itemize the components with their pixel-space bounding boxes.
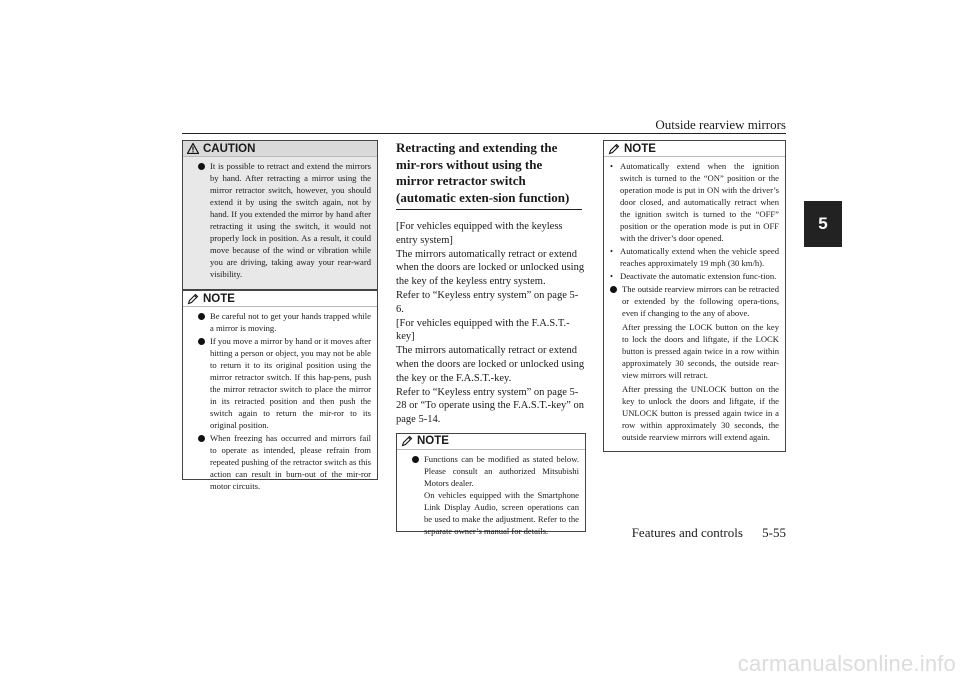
note-box-2 [396, 433, 586, 536]
section-title: Retracting and extending the mir-rors without using the mirror retractor switch (automatic exten-sion function) [396, 140, 582, 210]
caution-item: It is possible to retract and extend the mirrors by hand. After retracting a mirror using the mirror retractor switch, however, you should extend it by using the switch again, not by hand. If you extended the mirror by hand after retracting it using the switch, it would not properly lock in position. As a result, it could move because of the wind or vibration while you are driving, taking away your rear-ward visibility. [189, 160, 371, 280]
page-header-title: Outside rearview mirrors [655, 117, 786, 132]
header-rule [182, 133, 786, 134]
note-sub-item: • Automatically extend when the ignition switch is turned to the “ON” position or the operation mode is put in ON with the driver’s door closed, and automatically retract when the ignition switch is turned to the “OFF” position or the operation mode is put in OFF with the driver’s door opened. [610, 161, 779, 243]
section-paragraph: [For vehicles equipped with the F.A.S.T.-key] [396, 317, 570, 343]
chapter-tab: 5 [804, 201, 842, 247]
section-paragraph: The mirrors automatically retract or extend when the doors are locked or unlocked using the key of the keyless entry system. [396, 248, 585, 288]
note-sub-item: • Automatically extend when the vehicle speed reaches approximately 19 mph (30 km/h). [610, 246, 779, 268]
middle-column [396, 140, 586, 536]
section-paragraph: Refer to “Keyless entry system” on page 5-28 or “To operate using the F.A.S.T.-key” on page 5-14. [396, 386, 585, 426]
note-item: If you move a mirror by hand or it moves after hitting a person or object, you may not be able to return it to its original position using the mirror retractor switch. If this hap-pens, push the mirror retractor switch to place the mirror in its retracted position and then push the switch again to return the mir-ror to its original position. [189, 335, 371, 431]
left-column [182, 140, 378, 491]
note-header-1 [183, 291, 377, 307]
watermark-text: carmanualsonline.info [737, 651, 956, 676]
note-header-3 [604, 141, 785, 157]
caution-label: CAUTION [203, 142, 256, 155]
bullet-icon [198, 163, 205, 170]
right-column [603, 140, 786, 452]
note-pencil-icon [187, 293, 199, 305]
page-footer [616, 525, 786, 541]
warning-triangle-icon [187, 143, 199, 154]
section-paragraph: Refer to “Keyless entry system” on page 5-6. [396, 289, 579, 315]
note-label: NOTE [624, 142, 656, 155]
caution-header [183, 141, 377, 157]
note-box-1 [182, 290, 378, 491]
section-body [396, 220, 586, 427]
footer-section: Features and controls [631, 525, 743, 540]
footer-page-number: 5-55 [762, 525, 786, 540]
note-pencil-icon [608, 143, 620, 155]
bullet-icon [198, 338, 205, 345]
caution-box [182, 140, 378, 290]
section-paragraph: The mirrors automatically retract or extend when the doors are locked or unlocked using the key or the F.A.S.T.-key. [396, 345, 585, 384]
note-box-3 [603, 140, 786, 452]
note-item: Be careful not to get your hands trapped while a mirror is moving. [189, 310, 371, 334]
bullet-icon [610, 286, 617, 293]
bullet-icon [412, 456, 419, 463]
note-item: When freezing has occurred and mirrors fail to operate as intended, please refrain from repeated pushing of the retractor switch as this action can result in burn-out of the mir-ror motor circuits. [189, 432, 371, 492]
section-paragraph: [For vehicles equipped with the keyless entry system] [396, 221, 563, 246]
note-header-2 [397, 434, 585, 450]
note-sub-item: • Deactivate the automatic extension func-tion. [610, 271, 777, 281]
bullet-icon [198, 435, 205, 442]
note-item: The outside rearview mirrors can be retracted or extended by the following opera-tions, even if changing to the any of above. After pressing the LOCK button on the key to lock the doors and liftgate, if the LOCK button is pressed again twice in a row within approximately 30 seconds, the outside rear-view mirrors will retract. After pressing the UNLOCK button on the key to unlock the doors and liftgate, if the UNLOCK button is pressed again twice in a row within approximately 30 seconds, the outside rearview mirrors will extend again. [610, 283, 779, 443]
note-label: NOTE [417, 435, 449, 448]
note-label: NOTE [203, 292, 235, 305]
note-item: Functions can be modified as stated below. Please consult an authorized Mitsubishi Motors dealer. On vehicles equipped with the Smartphone Link Display Audio, screen operations can be used to make the adjustment. Refer to the separate owner’s manual for details. [403, 453, 579, 537]
bullet-icon [198, 313, 205, 320]
note-pencil-icon [401, 435, 413, 447]
